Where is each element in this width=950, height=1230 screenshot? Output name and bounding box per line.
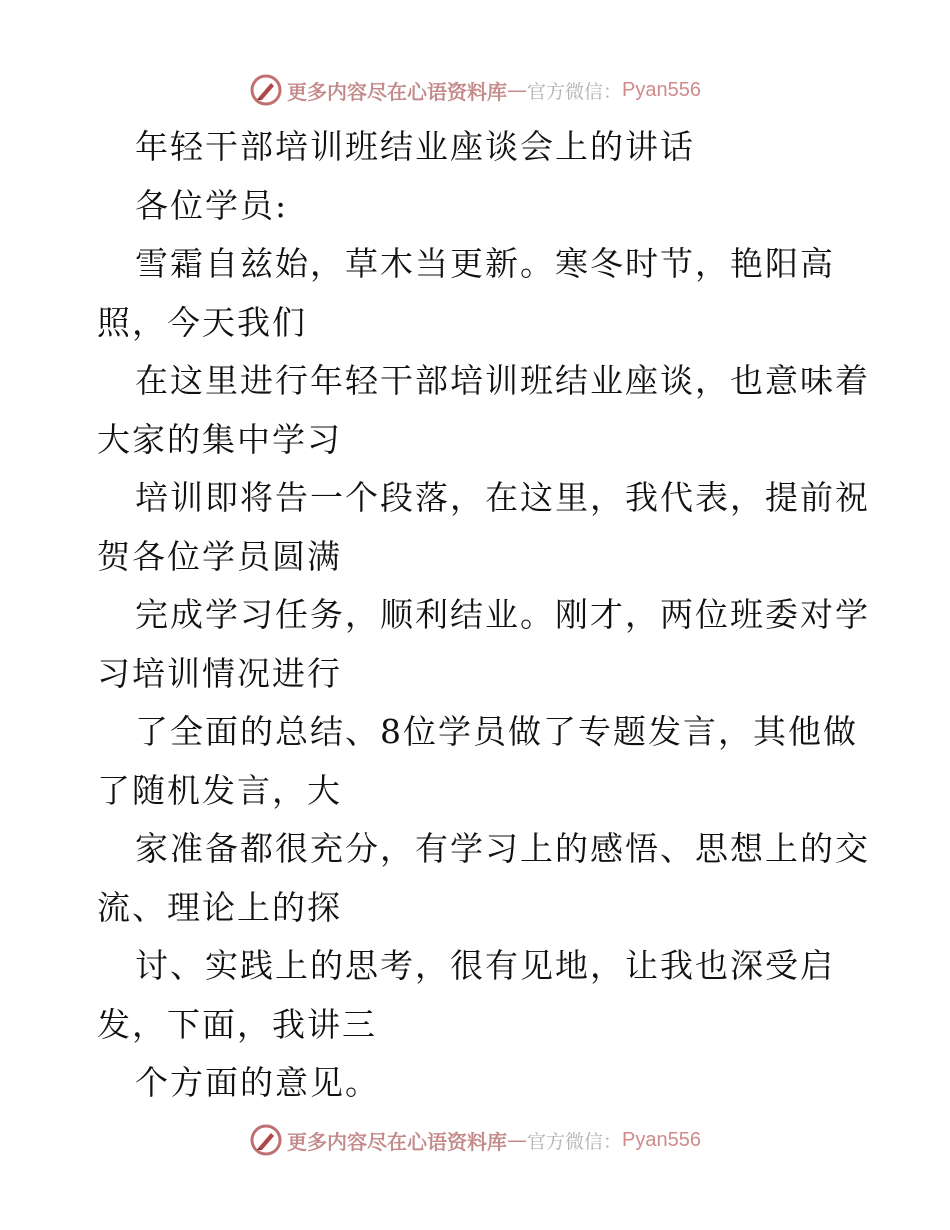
watermark-header	[0, 70, 950, 110]
body-line: 个方面的意见。	[135, 1063, 380, 1102]
pen-logo-icon	[249, 73, 283, 107]
body-line: 了全面的总结、8位学员做了专题发言，其他做	[135, 712, 858, 751]
body-line: 在这里进行年轻干部培训班结业座谈，也意味着	[135, 361, 870, 400]
body-line: 培训即将告一个段落，在这里，我代表，提前祝	[135, 478, 870, 517]
watermark-wechat-id: Pyan556	[622, 1128, 701, 1151]
body-line: 讨、实践上的思考，很有见地，让我也深受启	[135, 946, 835, 985]
body-line: 完成学习任务，顺利结业。刚才，两位班委对学	[135, 595, 870, 634]
watermark-wechat-label: 官方微信：	[527, 1130, 623, 1153]
salutation: 各位学员:	[135, 185, 289, 225]
watermark-site-text: 更多内容尽在心语资料库	[287, 79, 507, 104]
body-line: 发，下面，我讲三	[97, 1004, 377, 1044]
body-line: 流、理论上的探	[97, 887, 342, 927]
watermark-site-text: 更多内容尽在心语资料库	[287, 1129, 507, 1154]
body-line: 雪霜自兹始，草木当更新。寒冬时节，艳阳高	[135, 244, 835, 283]
body-line: 贺各位学员圆满	[97, 536, 342, 576]
pen-logo-icon	[249, 1123, 283, 1157]
body-line: 照，今天我们	[97, 302, 307, 342]
watermark-footer	[0, 1120, 950, 1160]
document-title: 年轻干部培训班结业座谈会上的讲话	[135, 127, 695, 166]
body-line: 了随机发言，大	[97, 770, 342, 810]
watermark-dash: —	[507, 78, 527, 102]
watermark-dash: —	[507, 1128, 527, 1152]
watermark-wechat-label: 官方微信：	[527, 80, 623, 103]
document-body	[97, 118, 870, 1113]
body-line: 习培训情况进行	[97, 653, 342, 693]
body-line: 大家的集中学习	[97, 419, 342, 459]
body-line: 家准备都很充分，有学习上的感悟、思想上的交	[135, 829, 870, 868]
watermark-wechat-id: Pyan556	[622, 78, 701, 101]
